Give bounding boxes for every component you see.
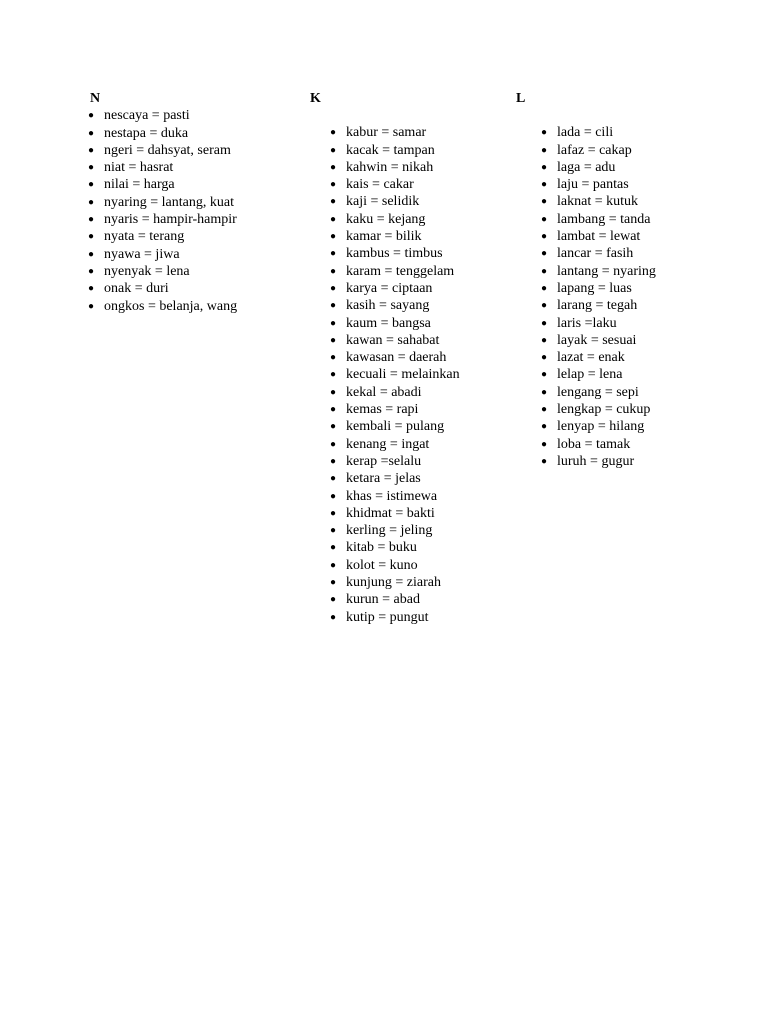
bullet-icon: ●: [330, 317, 337, 329]
bullet-icon: ●: [88, 196, 95, 208]
list-item-text: kacak = tampan: [346, 142, 435, 158]
list-item: [541, 436, 716, 453]
list-item: [330, 488, 496, 505]
list-item: [88, 263, 290, 280]
bullet-icon: ●: [541, 179, 548, 191]
list-item: [88, 107, 290, 124]
bullet-icon: ●: [330, 213, 337, 225]
list-item: [541, 315, 716, 332]
bullet-icon: ●: [541, 455, 548, 467]
bullet-icon: ●: [541, 404, 548, 416]
list-item-text: niat = hasrat: [104, 160, 174, 176]
bullet-icon: ●: [330, 421, 337, 433]
list-item-text: nyaring = lantang, kuat: [104, 194, 234, 210]
bullet-icon: ●: [330, 611, 337, 623]
bullet-icon: ●: [330, 525, 337, 537]
list-item-text: kutip = pungut: [346, 609, 429, 625]
bullet-icon: ●: [541, 161, 548, 173]
list-item-text: karam = tenggelam: [346, 263, 455, 279]
list-item-text: khas = istimewa: [346, 488, 438, 504]
column-heading: N: [90, 91, 101, 106]
bullet-icon: ●: [330, 542, 337, 554]
bullet-icon: ●: [88, 231, 95, 243]
bullet-icon: ●: [88, 144, 95, 156]
list-item: [88, 228, 290, 245]
list-item-text: kaku = kejang: [346, 211, 426, 227]
bullet-icon: ●: [330, 334, 337, 346]
list-item-text: lenyap = hilang: [557, 419, 645, 435]
list-item-text: kaum = bangsa: [346, 315, 431, 331]
list-item: [541, 401, 716, 418]
bullet-icon: ●: [541, 421, 548, 433]
bullet-icon: ●: [541, 352, 548, 364]
bullet-icon: ●: [541, 334, 548, 346]
list-item: [330, 142, 496, 159]
list-item-text: kitab = buku: [346, 540, 417, 556]
list-item: [330, 539, 496, 556]
column-n: [90, 90, 290, 315]
bullet-icon: ●: [88, 265, 95, 277]
list-item: [330, 436, 496, 453]
list-item: [330, 522, 496, 539]
bullet-icon: ●: [541, 317, 548, 329]
list-item-text: nescaya = pasti: [104, 108, 190, 124]
list-item-text: nilai = harga: [104, 177, 175, 193]
list-item: [330, 401, 496, 418]
list-item: [330, 332, 496, 349]
bullet-icon: ●: [541, 282, 548, 294]
list-item-text: lambang = tanda: [557, 211, 651, 227]
bullet-icon: ●: [88, 214, 95, 226]
column-heading: K: [310, 91, 321, 106]
bullet-icon: ●: [330, 594, 337, 606]
list-item: [330, 228, 496, 245]
bullet-icon: ●: [330, 144, 337, 156]
list-item-text: karya = ciptaan: [346, 280, 433, 296]
list-item: [88, 159, 290, 176]
list-item: [330, 297, 496, 314]
word-list: [88, 107, 290, 315]
list-item: [330, 280, 496, 297]
list-item: [330, 384, 496, 401]
bullet-icon: ●: [330, 300, 337, 312]
list-item-text: kemas = rapi: [346, 402, 419, 418]
list-item-text: kawasan = daerah: [346, 350, 447, 366]
list-item-text: nyenyak = lena: [104, 263, 190, 279]
bullet-icon: ●: [330, 179, 337, 191]
list-item-text: kahwin = nikah: [346, 159, 434, 175]
list-item: [330, 176, 496, 193]
bullet-icon: ●: [330, 231, 337, 243]
bullet-icon: ●: [88, 127, 95, 139]
list-item-text: laju = pantas: [557, 177, 629, 193]
bullet-icon: ●: [88, 283, 95, 295]
list-item: [330, 453, 496, 470]
list-item: [88, 246, 290, 263]
list-item: [541, 193, 716, 210]
list-item: [541, 280, 716, 297]
list-item: [330, 124, 496, 141]
list-item: [88, 142, 290, 159]
list-item-text: lapang = luas: [557, 280, 632, 296]
bullet-icon: ●: [541, 265, 548, 277]
list-item-text: kaji = selidik: [346, 194, 420, 210]
list-item: [330, 505, 496, 522]
bullet-icon: ●: [541, 300, 548, 312]
bullet-icon: ●: [541, 386, 548, 398]
list-item: [88, 280, 290, 297]
list-item: [330, 349, 496, 366]
list-item: [330, 263, 496, 280]
bullet-icon: ●: [330, 352, 337, 364]
list-item-text: lengang = sepi: [557, 384, 639, 400]
column-l: [516, 90, 716, 470]
list-item: [88, 176, 290, 193]
list-item-text: lengkap = cukup: [557, 402, 651, 418]
list-item: [541, 384, 716, 401]
bullet-icon: ●: [541, 369, 548, 381]
bullet-icon: ●: [88, 248, 95, 260]
bullet-icon: ●: [541, 248, 548, 260]
word-list: [330, 124, 496, 626]
list-item-text: kawan = sahabat: [346, 332, 440, 348]
list-item-text: kais = cakar: [346, 177, 414, 193]
list-item-text: kamar = bilik: [346, 229, 422, 245]
list-item-text: ngeri = dahsyat, seram: [104, 142, 231, 158]
list-item-text: nyata = terang: [104, 229, 185, 245]
list-item: [88, 194, 290, 211]
list-item: [541, 211, 716, 228]
list-item: [541, 176, 716, 193]
list-item: [330, 315, 496, 332]
bullet-icon: ●: [330, 490, 337, 502]
list-item: [541, 453, 716, 470]
list-item-text: ketara = jelas: [346, 471, 421, 487]
bullet-icon: ●: [88, 300, 95, 312]
list-item: [330, 557, 496, 574]
list-item-text: kenang = ingat: [346, 436, 430, 452]
bullet-icon: ●: [330, 559, 337, 571]
list-item-text: larang = tegah: [557, 298, 638, 314]
bullet-icon: ●: [541, 196, 548, 208]
bullet-icon: ●: [330, 404, 337, 416]
bullet-icon: ●: [541, 438, 548, 450]
list-item: [330, 211, 496, 228]
column-k: [310, 90, 500, 626]
list-item-text: kecuali = melainkan: [346, 367, 460, 383]
list-item-text: khidmat = bakti: [346, 505, 435, 521]
list-item-text: loba = tamak: [557, 436, 631, 452]
word-list: [541, 124, 716, 470]
list-item-text: nyaris = hampir-hampir: [104, 212, 237, 228]
list-item: [541, 159, 716, 176]
column-heading: L: [516, 91, 526, 106]
list-item: [330, 366, 496, 383]
list-item-text: kurun = abad: [346, 592, 420, 608]
list-item-text: kabur = samar: [346, 125, 427, 141]
bullet-icon: ●: [330, 161, 337, 173]
bullet-icon: ●: [330, 438, 337, 450]
list-item: [88, 211, 290, 228]
bullet-icon: ●: [88, 162, 95, 174]
list-item-text: kasih = sayang: [346, 298, 430, 314]
bullet-icon: ●: [330, 248, 337, 260]
bullet-icon: ●: [330, 282, 337, 294]
bullet-icon: ●: [330, 507, 337, 519]
list-item-text: kunjung = ziarah: [346, 575, 441, 591]
list-item-text: laris =laku: [557, 315, 617, 331]
bullet-icon: ●: [330, 127, 337, 139]
bullet-icon: ●: [330, 577, 337, 589]
list-item: [330, 245, 496, 262]
list-item: [330, 418, 496, 435]
list-item-text: kambus = timbus: [346, 246, 443, 262]
bullet-icon: ●: [330, 455, 337, 467]
list-item-text: onak = duri: [104, 281, 169, 297]
list-item-text: lantang = nyaring: [557, 263, 656, 279]
list-item: [330, 574, 496, 591]
list-item: [88, 298, 290, 315]
list-item: [330, 470, 496, 487]
list-item: [88, 125, 290, 142]
bullet-icon: ●: [541, 231, 548, 243]
list-item-text: laknat = kutuk: [557, 194, 638, 210]
list-item-text: lelap = lena: [557, 367, 623, 383]
list-item-text: nestapa = duka: [104, 125, 189, 141]
list-item: [330, 193, 496, 210]
list-item: [541, 142, 716, 159]
list-item-text: lancar = fasih: [557, 246, 634, 262]
list-item-text: kolot = kuno: [346, 557, 418, 573]
list-item-text: luruh = gugur: [557, 453, 635, 469]
bullet-icon: ●: [330, 473, 337, 485]
list-item: [541, 245, 716, 262]
list-item-text: nyawa = jiwa: [104, 246, 180, 262]
list-item: [330, 159, 496, 176]
bullet-icon: ●: [330, 265, 337, 277]
bullet-icon: ●: [330, 386, 337, 398]
list-item-text: lambat = lewat: [557, 229, 641, 245]
bullet-icon: ●: [330, 369, 337, 381]
bullet-icon: ●: [88, 110, 95, 122]
list-item: [541, 263, 716, 280]
list-item: [541, 297, 716, 314]
bullet-icon: ●: [541, 144, 548, 156]
list-item: [541, 366, 716, 383]
list-item: [541, 228, 716, 245]
list-item-text: lada = cili: [557, 125, 614, 141]
list-item: [541, 418, 716, 435]
bullet-icon: ●: [541, 213, 548, 225]
list-item-text: kerling = jeling: [346, 523, 433, 539]
list-item-text: layak = sesuai: [557, 332, 637, 348]
list-item-text: lazat = enak: [557, 350, 625, 366]
list-item: [330, 591, 496, 608]
list-item-text: ongkos = belanja, wang: [104, 298, 238, 314]
bullet-icon: ●: [330, 196, 337, 208]
list-item: [541, 349, 716, 366]
list-item-text: lafaz = cakap: [557, 142, 632, 158]
list-item: [541, 124, 716, 141]
list-item: [541, 332, 716, 349]
list-item-text: kerap =selalu: [346, 453, 422, 469]
list-item-text: kekal = abadi: [346, 384, 422, 400]
list-item-text: kembali = pulang: [346, 419, 445, 435]
bullet-icon: ●: [88, 179, 95, 191]
list-item-text: laga = adu: [557, 159, 616, 175]
list-item: [330, 609, 496, 626]
bullet-icon: ●: [541, 127, 548, 139]
